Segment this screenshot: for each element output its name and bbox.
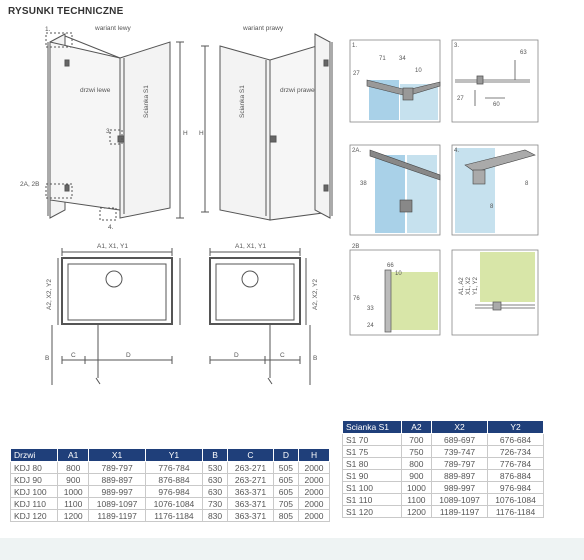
table-cell: 530 bbox=[202, 462, 227, 474]
detail-3-dim-60: 60 bbox=[493, 102, 500, 108]
table-cell: 800 bbox=[58, 462, 89, 474]
table-cell: 2000 bbox=[299, 510, 330, 522]
table-cell: S1 100 bbox=[343, 482, 402, 494]
detail-1-label: 1. bbox=[352, 43, 358, 49]
table-cell: KDJ 90 bbox=[11, 474, 58, 486]
detail-plan-dim-a: A1, A2 bbox=[459, 277, 465, 295]
detail-1-dim-34: 34 bbox=[399, 56, 406, 62]
dim-c-left: C bbox=[71, 352, 76, 359]
width-label-right: A1, X1, Y1 bbox=[235, 243, 266, 250]
detail-2b-dim-76: 76 bbox=[353, 296, 360, 302]
left-variant-label: wariant lewy bbox=[95, 25, 131, 32]
table-row bbox=[11, 462, 330, 474]
table-cell: 900 bbox=[58, 474, 89, 486]
table-cell: 976-984 bbox=[146, 486, 203, 498]
right-plan bbox=[210, 248, 310, 385]
table-cell: 789-797 bbox=[432, 458, 488, 470]
table-cell: 630 bbox=[202, 486, 227, 498]
detail-3-label: 3. bbox=[454, 43, 460, 49]
table-cell: 789-797 bbox=[89, 462, 146, 474]
detail-1-dim-27: 27 bbox=[353, 71, 360, 77]
table-cell: 1200 bbox=[58, 510, 89, 522]
table-row bbox=[343, 506, 544, 518]
table-cell: 889-897 bbox=[432, 470, 488, 482]
ref-4: 4. bbox=[108, 224, 114, 231]
table-cell: 750 bbox=[401, 446, 431, 458]
ref-1: 1. bbox=[45, 26, 51, 33]
table-cell: 363-371 bbox=[228, 498, 274, 510]
detail-drawings bbox=[345, 30, 545, 340]
column-header: Scianka S1 bbox=[343, 421, 402, 434]
table-cell: 805 bbox=[273, 510, 298, 522]
table-cell: 2000 bbox=[299, 486, 330, 498]
column-header: H bbox=[299, 449, 330, 462]
detail-3-dim-27: 27 bbox=[457, 96, 464, 102]
depth-label-left: A2, X2, Y2 bbox=[46, 279, 53, 310]
table-cell: S1 90 bbox=[343, 470, 402, 482]
table-cell: S1 120 bbox=[343, 506, 402, 518]
detail-4-dim-8a: 8 bbox=[525, 181, 529, 187]
table-cell: 2000 bbox=[299, 498, 330, 510]
table-cell: 1200 bbox=[401, 506, 431, 518]
wall-label-right: Scianka S1 bbox=[239, 85, 246, 118]
table-cell: KDJ 80 bbox=[11, 462, 58, 474]
table-cell: 726-734 bbox=[488, 446, 544, 458]
detail-1-dim-71: 71 bbox=[379, 56, 386, 62]
column-header: X1 bbox=[89, 449, 146, 462]
table-cell: S1 70 bbox=[343, 434, 402, 446]
table-cell: 263-271 bbox=[228, 474, 274, 486]
detail-2b-dim-10: 10 bbox=[395, 271, 402, 277]
table-cell: 1176-1184 bbox=[488, 506, 544, 518]
ref-2ab: 2A, 2B bbox=[20, 181, 40, 188]
detail-2b-label: 2B bbox=[352, 244, 360, 250]
table-cell: 1100 bbox=[58, 498, 89, 510]
table-cell: 1189-1197 bbox=[432, 506, 488, 518]
table-cell: 876-884 bbox=[146, 474, 203, 486]
column-header: A1 bbox=[58, 449, 89, 462]
table-cell: 776-784 bbox=[146, 462, 203, 474]
dim-b-right: B bbox=[313, 355, 318, 362]
table-cell: 263-271 bbox=[228, 462, 274, 474]
footer-band bbox=[0, 538, 584, 560]
detail-plan-dim-y: Y1, Y2 bbox=[473, 277, 479, 295]
table-row bbox=[11, 498, 330, 510]
table-cell: 889-897 bbox=[89, 474, 146, 486]
table-cell: 1189-1197 bbox=[89, 510, 146, 522]
table-cell: 1089-1097 bbox=[89, 498, 146, 510]
table-cell: 363-371 bbox=[228, 510, 274, 522]
table-row bbox=[11, 510, 330, 522]
drzwi-table-body bbox=[11, 462, 330, 522]
dim-d-right: D bbox=[234, 352, 239, 359]
scianka-table-body bbox=[343, 434, 544, 518]
depth-label-right: A2, X2, Y2 bbox=[312, 279, 319, 310]
left-variant-elevation bbox=[46, 33, 184, 220]
column-header: A2 bbox=[401, 421, 431, 434]
table-cell: 676-684 bbox=[488, 434, 544, 446]
ref-3: 3. bbox=[106, 128, 112, 135]
column-header: D bbox=[273, 449, 298, 462]
dim-d-left: D bbox=[126, 352, 131, 359]
table-row bbox=[343, 446, 544, 458]
table-row bbox=[343, 470, 544, 482]
table-cell: 830 bbox=[202, 510, 227, 522]
table-cell: S1 75 bbox=[343, 446, 402, 458]
door-right-label: drzwi prawe bbox=[280, 87, 315, 94]
table-cell: KDJ 100 bbox=[11, 486, 58, 498]
table-cell: 1000 bbox=[58, 486, 89, 498]
detail-2a-dim-38: 38 bbox=[360, 181, 367, 187]
detail-plan-dim-x: X1, X2 bbox=[466, 276, 472, 295]
table-cell: 776-784 bbox=[488, 458, 544, 470]
table-cell: 630 bbox=[202, 474, 227, 486]
table-cell: 989-997 bbox=[89, 486, 146, 498]
table-cell: 605 bbox=[273, 486, 298, 498]
width-label-left: A1, X1, Y1 bbox=[97, 243, 128, 250]
table-cell: 976-984 bbox=[488, 482, 544, 494]
table-row bbox=[343, 434, 544, 446]
table-cell: KDJ 120 bbox=[11, 510, 58, 522]
table-row bbox=[343, 494, 544, 506]
table-cell: 689-697 bbox=[432, 434, 488, 446]
drzwi-table-header bbox=[11, 449, 330, 462]
drzwi-table bbox=[10, 448, 330, 522]
column-header: Drzwi bbox=[11, 449, 58, 462]
height-label-right: H bbox=[199, 130, 204, 137]
table-cell: 505 bbox=[273, 462, 298, 474]
scianka-table-header bbox=[343, 421, 544, 434]
page-title: RYSUNKI TECHNICZNE bbox=[8, 6, 124, 17]
table-row bbox=[343, 458, 544, 470]
table-cell: 1076-1084 bbox=[146, 498, 203, 510]
table-cell: S1 110 bbox=[343, 494, 402, 506]
detail-1-dim-10: 10 bbox=[415, 68, 422, 74]
detail-2b-dim-33: 33 bbox=[367, 306, 374, 312]
left-plan bbox=[52, 248, 180, 385]
table-cell: 700 bbox=[401, 434, 431, 446]
table-cell: 1089-1097 bbox=[432, 494, 488, 506]
table-cell: 989-997 bbox=[432, 482, 488, 494]
table-cell: 900 bbox=[401, 470, 431, 482]
detail-4-label: 4. bbox=[454, 148, 460, 154]
table-cell: KDJ 110 bbox=[11, 498, 58, 510]
column-header: Y2 bbox=[488, 421, 544, 434]
right-variant-label: wariant prawy bbox=[243, 25, 284, 32]
column-header: Y1 bbox=[146, 449, 203, 462]
table-cell: 605 bbox=[273, 474, 298, 486]
door-left-label: drzwi lewe bbox=[80, 87, 111, 94]
wall-label-left: Scianka S1 bbox=[143, 85, 150, 118]
table-cell: S1 80 bbox=[343, 458, 402, 470]
table-cell: 730 bbox=[202, 498, 227, 510]
detail-2b-dim-66: 66 bbox=[387, 263, 394, 269]
table-cell: 1100 bbox=[401, 494, 431, 506]
table-cell: 363-371 bbox=[228, 486, 274, 498]
column-header: C bbox=[228, 449, 274, 462]
detail-2a-label: 2A. bbox=[352, 148, 362, 154]
table-cell: 2000 bbox=[299, 474, 330, 486]
table-cell: 705 bbox=[273, 498, 298, 510]
table-row bbox=[11, 486, 330, 498]
detail-3-dim-63: 63 bbox=[520, 50, 527, 56]
scianka-table bbox=[342, 420, 544, 518]
column-header: B bbox=[202, 449, 227, 462]
dim-b-left: B bbox=[45, 355, 50, 362]
right-variant-elevation bbox=[201, 34, 332, 220]
dim-c-right: C bbox=[280, 352, 285, 359]
table-row bbox=[11, 474, 330, 486]
table-cell: 876-884 bbox=[488, 470, 544, 482]
detail-4-dim-8b: 8 bbox=[490, 204, 494, 210]
table-cell: 739-747 bbox=[432, 446, 488, 458]
table-cell: 800 bbox=[401, 458, 431, 470]
height-label-left: H bbox=[183, 130, 188, 137]
table-cell: 1000 bbox=[401, 482, 431, 494]
table-row bbox=[343, 482, 544, 494]
detail-2b-dim-24: 24 bbox=[367, 323, 374, 329]
table-cell: 2000 bbox=[299, 462, 330, 474]
column-header: X2 bbox=[432, 421, 488, 434]
table-cell: 1076-1084 bbox=[488, 494, 544, 506]
table-cell: 1176-1184 bbox=[146, 510, 203, 522]
